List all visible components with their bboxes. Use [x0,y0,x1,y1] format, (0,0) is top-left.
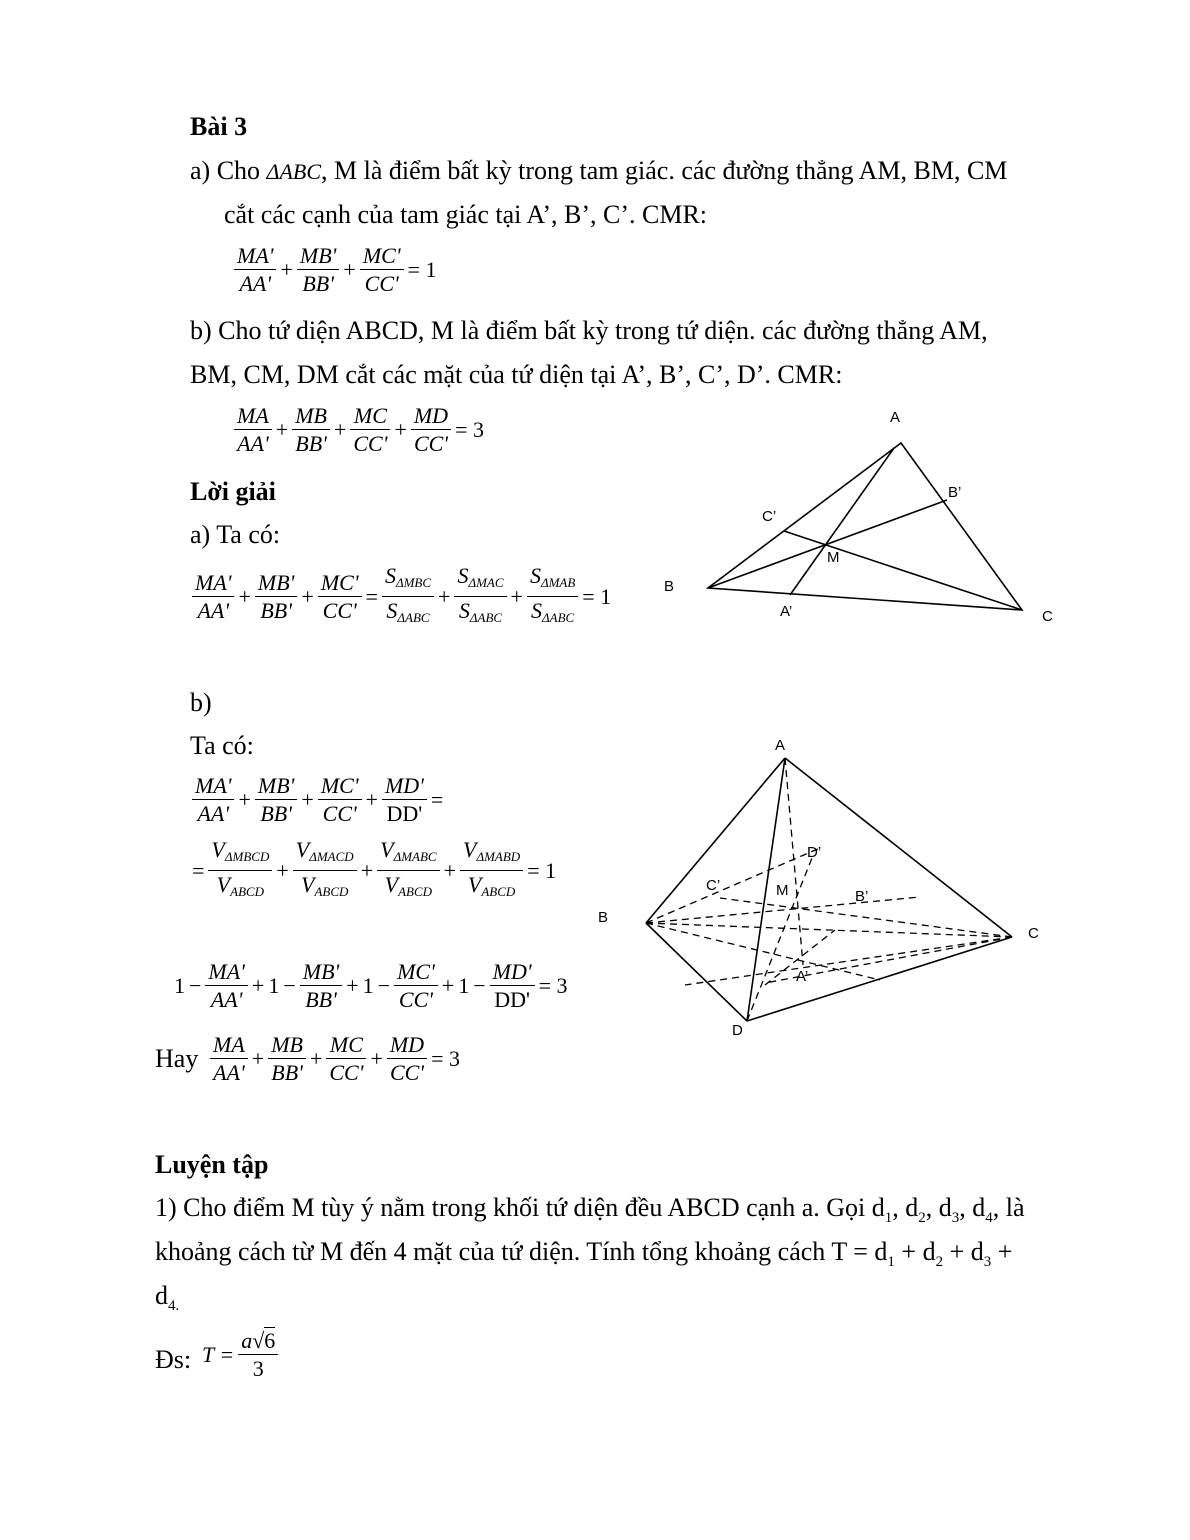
line-am [790,448,894,595]
label-b-prime: B’ [855,888,869,905]
solution-b-label: b) [190,688,212,717]
practice-heading: Luyện tập [155,1150,269,1179]
hay-formula: $\frac{MA}{AA'}$ + $\frac{MB}{BB'}$ + $\frac{MC}{CC'}$ + $\frac{MD}{CC'}$ = 3 [208,1031,462,1086]
triangle-symbol: ΔABC [266,159,322,184]
practice-line2: khoảng cách từ M đến 4 mặt của tứ diện. Tính tổng khoảng cách $T = d_1 + d_2 + d_3$ + [155,1237,1013,1270]
part-a-line2: cắt các cạnh của tam giác tại A’, B’, C’. CMR: [224,200,708,229]
solution-b-formula2: = $\frac{V_{\Delta MBCD}}{V_{ABCD}}$ + $\frac{V_{\Delta MACD}}{V_{ABCD}}$ + $\frac{V_{\Delta MABC}}{V_{ABCD}}$ + $\frac{V_{\Delta MABD}}{V_{ABCD}}$ = 1 [192,837,557,899]
edge-bc-hidden [646,923,1012,937]
label-c: C [1028,925,1039,942]
practice-line1: 1) Cho điểm M tùy ý nằm trong khối tứ diện đều ABCD cạnh a. Gọi $d_1$, $d_2$, $d_3$, $d_4$, là [155,1193,1025,1226]
label-a: A [775,737,786,754]
label-a-prime: A’ [780,603,793,620]
practice-line3: $d_{4.}$ [155,1281,180,1314]
formula-b: $\frac{MA}{AA'}$ + $\frac{MB}{BB'}$ + $\frac{MC}{CC'}$ + $\frac{MD}{CC'}$ = 3 [232,402,486,457]
dash-b-1 [646,923,880,980]
edge-bd [646,923,747,1021]
solution-b-intro: Ta có: [190,731,254,760]
label-d-prime: D’ [807,844,822,861]
label-b: B [598,909,609,926]
label-b: B [664,578,675,595]
label-a: A [890,409,901,426]
part-a-prefix: a) Cho [190,156,267,185]
label-m: M [776,882,789,899]
part-a-line1 [190,156,1007,187]
triangle-figure [650,400,1070,640]
solution-b-formula1: $\frac{MA'}{AA'}$ + $\frac{MB'}{BB'}$ + $\frac{MC'}{CC'}$ + $\frac{MD'}{DD'}$ = [190,772,445,827]
tetrahedron-figure [590,730,1060,1050]
label-d: D [732,1022,743,1039]
solution-a-label: a) Ta có: [190,520,281,549]
part-b-line1: b) Cho tứ diện ABCD, M là điểm bất kỳ trong tứ diện. các đường thẳng AM, [190,316,988,345]
formula-a: $\frac{MA'}{AA'}$ + $\frac{MB'}{BB'}$ + $\frac{MC'}{CC'}$ = 1 [232,242,438,297]
answer-label: Đs: [155,1345,192,1374]
hay-label: Hay [155,1044,199,1073]
label-b-prime: B’ [948,484,962,501]
label-c: C [1042,608,1053,625]
dash-a-ma [785,758,803,965]
part-a-suffix: , M là điểm bất kỳ trong tam giác. các đường thẳng AM, BM, CM [321,156,1008,185]
exercise-title: Bài 3 [190,112,248,141]
answer-formula: T = $\frac{a√6}{3}$ [200,1327,280,1382]
part-b-line2: BM, CM, DM cắt các mặt của tứ diện tại A’, B’, C’, D’. CMR: [190,360,843,389]
solution-a-formula: $\frac{MA'}{AA'}$ + $\frac{MB'}{BB'}$ + $\frac{MC'}{CC'}$ = $\frac{S_{\Delta MBC}}{S_{\Delta ABC}}$ + $\frac{S_{\Delta MAC}}{S_{\Delta ABC}}$ + $\frac{S_{\Delta MAB}}{S_{\Delta ABC}}$ = 1 [190,562,613,631]
solution-heading: Lời giải [190,477,276,506]
label-a-prime: A’ [796,968,809,985]
triangle-abc [708,443,1022,610]
label-c-prime: C’ [706,877,721,894]
line-bm [708,500,947,588]
label-m: M [827,549,840,566]
label-c-prime: C’ [762,508,777,525]
line-cm [784,531,1022,610]
solution-b-formula3: 1 − $\frac{MA'}{AA'}$ + 1 − $\frac{MB'}{BB'}$ + 1 − $\frac{MC'}{CC'}$ + 1 − $\frac{MD'}{DD'}$ = 3 [174,959,568,1012]
